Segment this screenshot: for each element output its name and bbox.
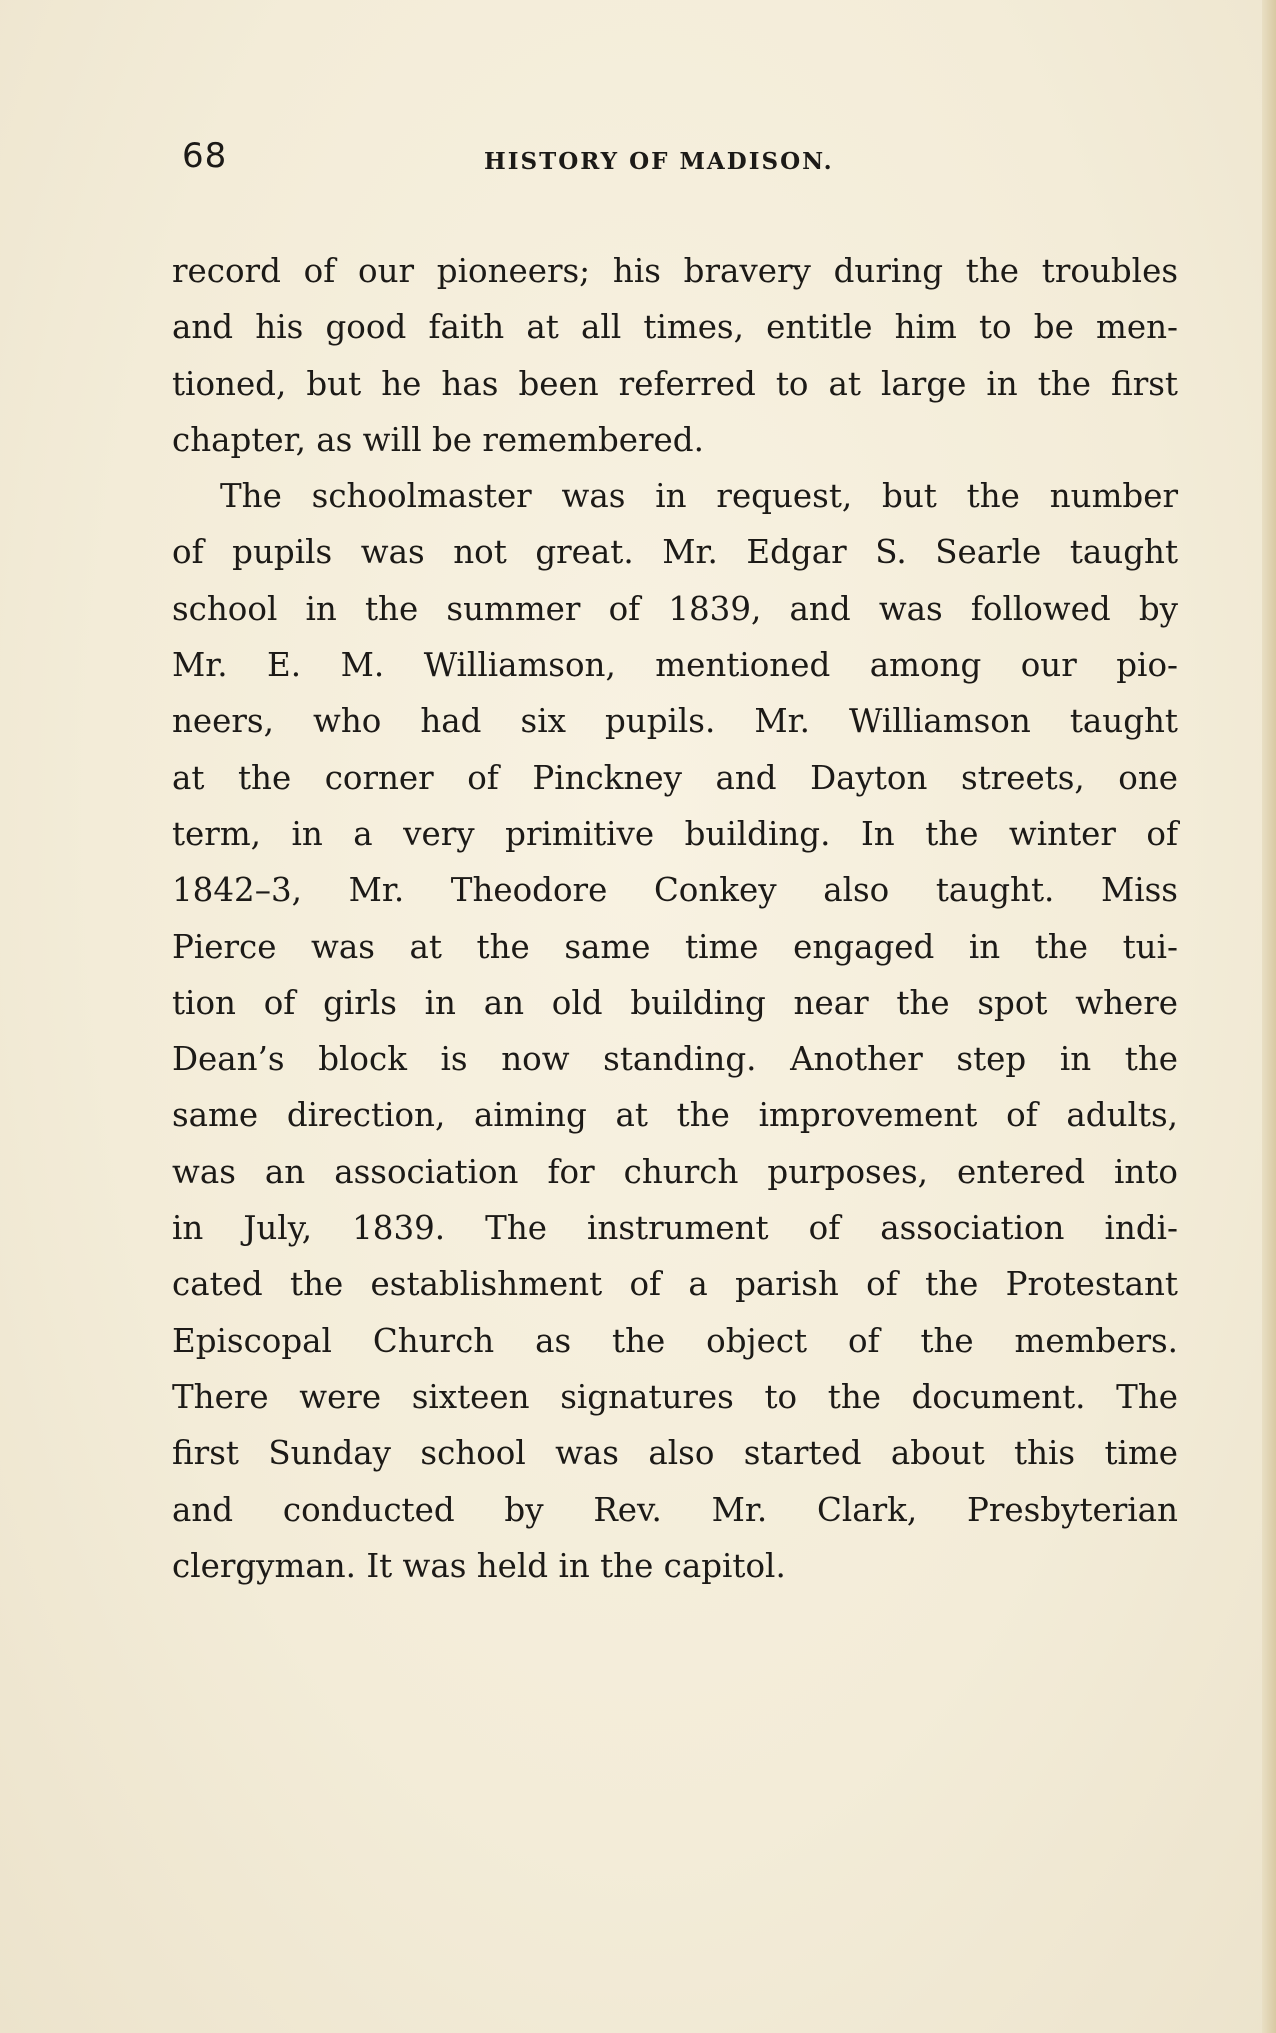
text-line: The schoolmaster was in request, but the number	[220, 477, 1178, 516]
text-line: was an association for church purposes, entered into	[172, 1152, 1178, 1191]
text-line: Pierce was at the same time engaged in the tui-	[172, 927, 1178, 966]
text-line: cated the establishment of a parish of the Protestant	[172, 1265, 1178, 1304]
running-head: HISTORY OF MADISON.	[484, 148, 834, 175]
body-text	[172, 243, 1178, 1594]
text-line: at the corner of Pinckney and Dayton streets, one	[172, 758, 1178, 797]
text-line: of pupils was not great. Mr. Edgar S. Searle taught	[172, 533, 1178, 572]
text-line: 1842–3, Mr. Theodore Conkey also taught. Miss	[172, 871, 1178, 910]
text-line: and conducted by Rev. Mr. Clark, Presbyterian	[172, 1490, 1178, 1529]
text-line: clergyman. It was held in the capitol.	[172, 1546, 786, 1585]
text-line: Mr. E. M. Williamson, mentioned among our pio-	[172, 646, 1178, 685]
text-line: in July, 1839. The instrument of association indi-	[172, 1209, 1178, 1248]
text-line: tioned, but he has been referred to at large in the first	[172, 364, 1178, 403]
text-line: neers, who had six pupils. Mr. Williamson taught	[172, 702, 1178, 741]
text-line: tion of girls in an old building near the spot where	[172, 983, 1178, 1022]
text-line: There were sixteen signatures to the document. The	[172, 1377, 1178, 1416]
page-header	[172, 136, 1182, 186]
text-line: and his good faith at all times, entitle him to be men-	[172, 308, 1178, 347]
text-line: first Sunday school was also started about this time	[172, 1434, 1178, 1473]
page-number: 68	[182, 136, 228, 176]
text-line: record of our pioneers; his bravery during the troubles	[172, 252, 1178, 290]
text-line: Episcopal Church as the object of the members.	[172, 1321, 1178, 1360]
page-edge-shadow	[1262, 0, 1276, 2033]
text-line: school in the summer of 1839, and was followed by	[172, 589, 1178, 628]
text-line: Dean’s block is now standing. Another step in the	[172, 1040, 1178, 1079]
text-line: chapter, as will be remembered.	[172, 420, 704, 459]
text-line: same direction, aiming at the improvement of adults,	[172, 1096, 1178, 1135]
text-line: term, in a very primitive building. In the winter of	[172, 814, 1178, 853]
